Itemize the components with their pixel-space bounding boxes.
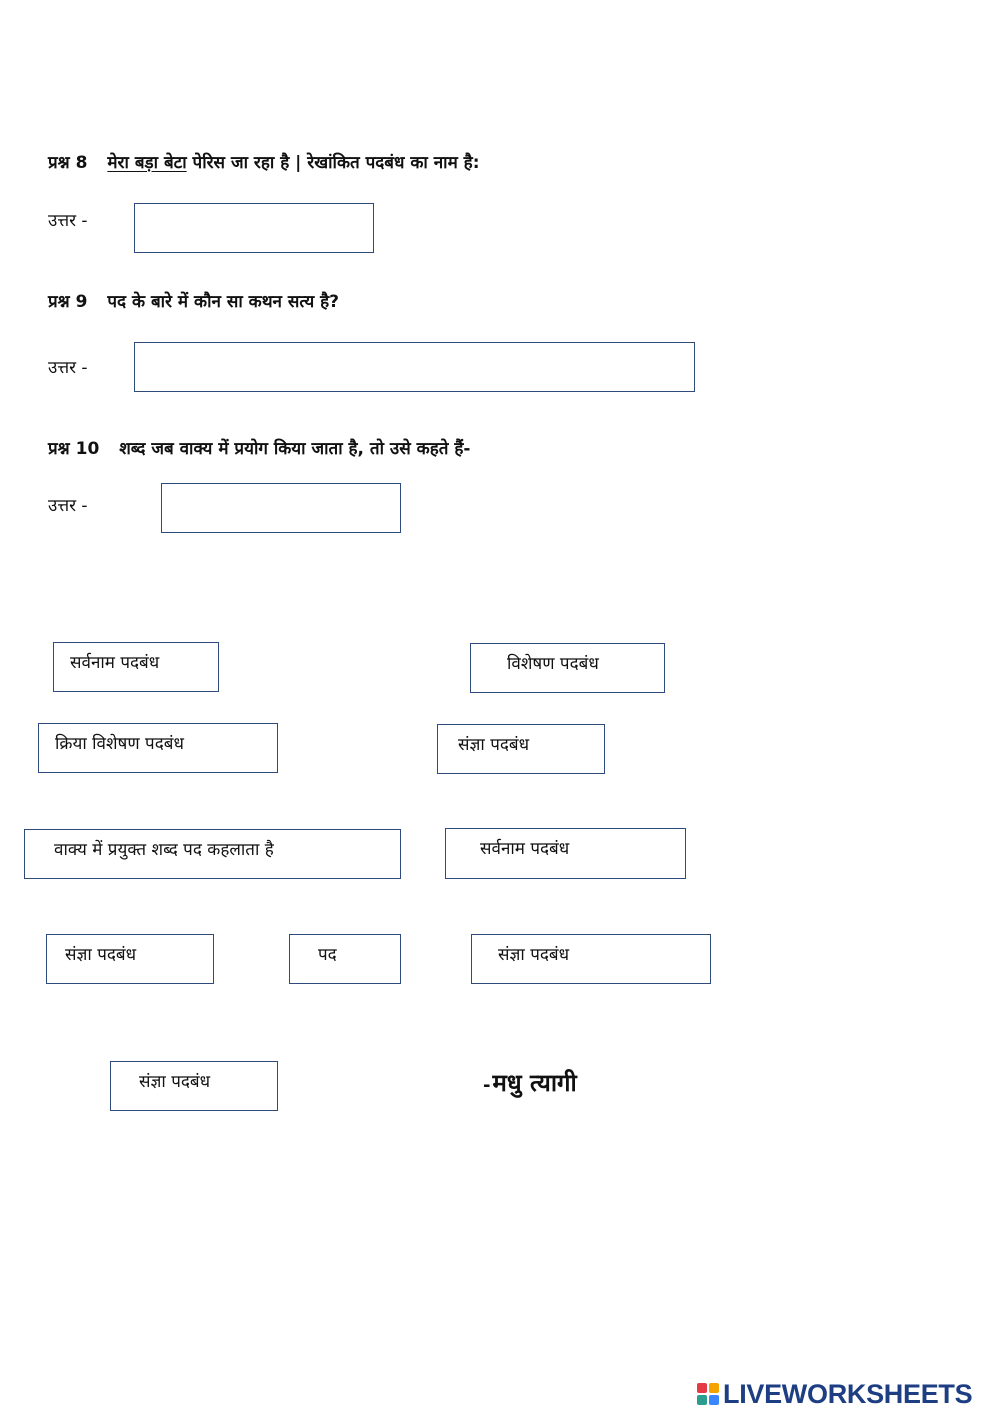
option-chip[interactable]: वाक्य में प्रयुक्त शब्द पद कहलाता है — [24, 829, 401, 879]
question-8-text: पेरिस जा रहा है | रेखांकित पदबंध का नाम है: — [192, 153, 480, 173]
question-10-number: प्रश्न 10 — [48, 439, 100, 459]
question-8-underlined-phrase: मेरा बड़ा बेटा — [107, 153, 187, 173]
option-chip[interactable]: पद — [289, 934, 401, 984]
option-chip[interactable]: सर्वनाम पदबंध — [53, 642, 219, 692]
answer-label-9: उत्तर - — [48, 358, 88, 378]
answer-10-dropzone[interactable] — [161, 483, 401, 533]
question-10 — [48, 436, 470, 459]
option-chip[interactable]: संज्ञा पदबंध — [471, 934, 711, 984]
liveworksheets-logo-icon — [697, 1383, 719, 1405]
question-9 — [48, 289, 339, 312]
question-9-text: पद के बारे में कौन सा कथन सत्य है? — [107, 292, 340, 312]
option-chip[interactable]: संज्ञा पदबंध — [437, 724, 605, 774]
author-signature — [483, 1066, 577, 1099]
author-name: मधु त्यागी — [492, 1069, 577, 1097]
question-8 — [48, 150, 480, 173]
answer-label-8: उत्तर - — [48, 211, 88, 231]
liveworksheets-wordmark: LIVEWORKSHEETS — [723, 1378, 973, 1409]
option-chip[interactable]: सर्वनाम पदबंध — [445, 828, 686, 879]
answer-9-dropzone[interactable] — [134, 342, 695, 392]
option-chip[interactable]: विशेषण पदबंध — [470, 643, 665, 693]
answer-8-dropzone[interactable] — [134, 203, 374, 253]
author-dash: - — [483, 1075, 491, 1096]
option-chip[interactable]: संज्ञा पदबंध — [110, 1061, 278, 1111]
option-chip[interactable]: संज्ञा पदबंध — [46, 934, 214, 984]
question-8-number: प्रश्न 8 — [48, 153, 88, 173]
question-9-number: प्रश्न 9 — [48, 292, 88, 312]
option-chip[interactable]: क्रिया विशेषण पदबंध — [38, 723, 278, 773]
answer-label-10: उत्तर - — [48, 496, 88, 516]
question-10-text: शब्द जब वाक्य में प्रयोग किया जाता है, तो उसे कहते हैं- — [119, 439, 471, 459]
liveworksheets-logo — [697, 1378, 972, 1410]
